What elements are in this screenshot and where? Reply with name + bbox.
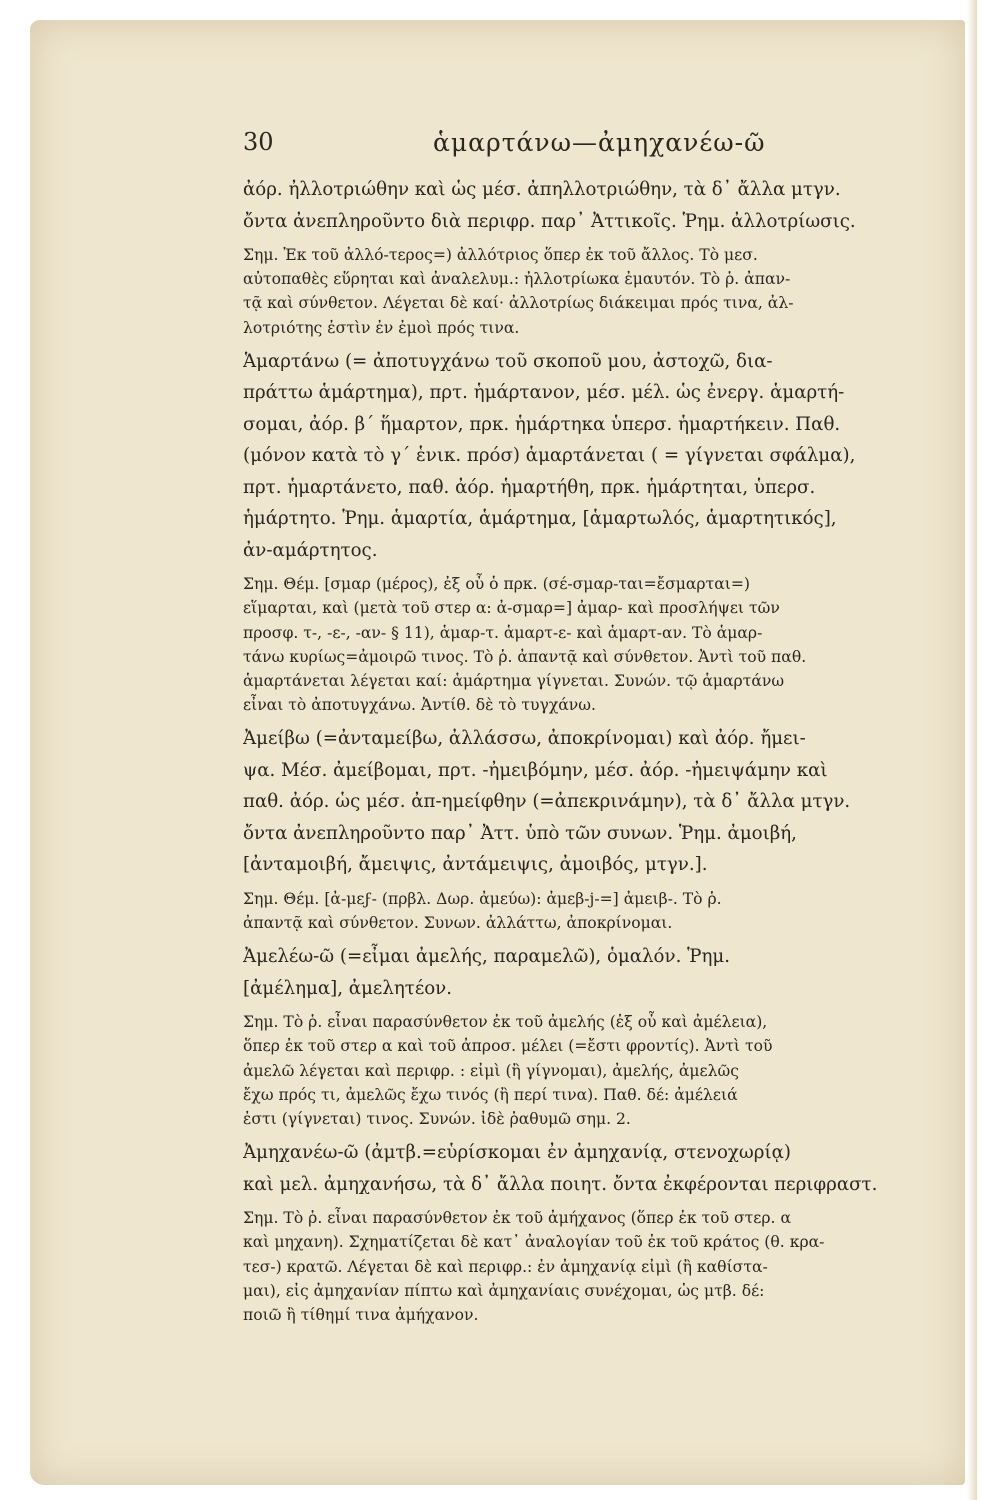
note-line: Σημ. Τὸ ῥ. εἶναι παρασύνθετον ἐκ τοῦ ἀμήχανος (ὅπερ ἐκ τοῦ στερ. α: [243, 1209, 791, 1228]
note-line: ἁμαρτάνεται λέγεται καί: ἁμάρτημα γίγνεται. Συνών. τῷ ἁμαρτάνω: [243, 672, 785, 690]
entry-line: Ἀμηχανέω-ῶ (ἀμτβ.=εὑρίσκομαι ἐν ἀμηχανίᾳ, στενοχωρίᾳ): [243, 1142, 791, 1164]
note-line: Σημ. Ἐκ τοῦ ἀλλό-τερος=) ἀλλότριος ὅπερ ἐκ τοῦ ἄλλος. Τὸ μεσ.: [243, 246, 758, 264]
entry-line: παθ. ἀόρ. ὡς μέσ. ἀπ-ημείφθην (=ἀπεκρινάμην), τὰ δ᾿ ἄλλα μτγν.: [243, 791, 851, 813]
entry-block: [243, 174, 955, 237]
dictionary-text: [243, 174, 955, 1327]
running-title: ἁμαρτάνω—ἀμηχανέω-ῶ: [433, 128, 766, 157]
note-line: ἀμελῶ λέγεται καὶ περιφρ. : εἰμὶ (ἢ γίγνομαι), ἀμελής, ἀμελῶς: [243, 1061, 739, 1080]
entry-line: καὶ μελ. ἀμηχανήσω, τὰ δ᾿ ἄλλα ποιητ. ὄντα ἐκφέρονται περιφραστ.: [243, 1173, 878, 1195]
note-line: αὐτοπαθὲς εὕρηται καὶ ἀναλελυμ.: ἠλλοτρίωκα ἐμαυτόν. Τὸ ῥ. ἀπαν-: [243, 270, 791, 289]
page-edge: [967, 0, 977, 1500]
entry-line: Ἀμελέω-ῶ (=εἶμαι ἀμελής, παραμελῶ), ὁμαλόν. Ῥημ.: [243, 946, 730, 968]
entry-line: ἀόρ. ἠλλοτριώθην καὶ ὡς μέσ. ἀπηλλοτριώθην, τὰ δ᾿ ἄλλα μτγν.: [243, 179, 841, 200]
page-header: [243, 128, 955, 168]
note-block: [243, 1206, 955, 1327]
entry-line: ὄντα ἀνεπληροῦντο διὰ περιφρ. παρ᾿ Ἀττικοῖς. Ῥημ. ἀλλοτρίωσις.: [243, 210, 856, 232]
entry-line: πρτ. ἡμαρτάνετο, παθ. ἀόρ. ἡμαρτήθη, πρκ. ἡμάρτηται, ὑπερσ.: [243, 476, 816, 498]
note-line: Σημ. Τὸ ῥ. εἶναι παρασύνθετον ἐκ τοῦ ἀμελής (ἐξ οὗ καὶ ἀμέλεια),: [243, 1013, 768, 1032]
entry-line: ἡμάρτητο. Ῥημ. ἁμαρτία, ἁμάρτημα, [ἁμαρτωλός, ἁμαρτητικός],: [243, 508, 837, 530]
entry-line: ἀν-αμάρτητος.: [243, 539, 378, 561]
note-line: Σημ. Θέμ. [ἀ-μεϝ- (πρβλ. Δωρ. ἀμεύω): ἀμεβ-j-=] ἀμειβ-. Τὸ ῥ.: [243, 889, 722, 908]
entry-block: [243, 1137, 955, 1200]
entry-block: [243, 723, 955, 881]
entry-line: [ἀνταμοιβή, ἄμειψις, ἀντάμειψις, ἀμοιβός, μτγν.].: [243, 854, 708, 876]
note-line: τεσ-) κρατῶ. Λέγεται δὲ καὶ περιφρ.: ἐν ἀμηχανίᾳ εἰμὶ (ἢ καθίστα-: [243, 1257, 768, 1276]
note-block: [243, 243, 955, 340]
note-line: ἐστι (γίγνεται) τινος. Συνών. ἰδὲ ῥαθυμῶ σημ. 2.: [243, 1110, 631, 1128]
entry-line: (μόνον κατὰ τὸ γ΄ ἑνικ. πρόσ) ἁμαρτάνεται ( = γίγνεται σφάλμα),: [243, 445, 856, 467]
note-line: τᾷ καὶ σύνθετον. Λέγεται δὲ καί· ἀλλοτρίως διάκειμαι πρός τινα, ἀλ-: [243, 294, 794, 313]
entry-line: ψα. Μέσ. ἀμείβομαι, πρτ. -ἠμειβόμην, μέσ. ἀόρ. -ἠμειψάμην καὶ: [243, 759, 828, 781]
note-block: [243, 1010, 955, 1131]
note-line: ὅπερ ἐκ τοῦ στερ α καὶ τοῦ ἀπροσ. μέλει (=ἔστι φροντίς). Ἀντὶ τοῦ: [243, 1037, 773, 1056]
note-line: μαι), εἰς ἀμηχανίαν πίπτω καὶ ἀμηχανίαις συνέχομαι, ὡς μτβ. δέ:: [243, 1281, 765, 1300]
note-line: τάνω κυρίως=ἀμοιρῶ τινος. Τὸ ῥ. ἀπαντᾷ καὶ σύνθετον. Ἀντὶ τοῦ παθ.: [243, 647, 807, 666]
note-line: εἵμαρται, καὶ (μετὰ τοῦ στερ α: ἀ-σμαρ=] ἀμαρ- καὶ προσλήψει τῶν: [243, 599, 780, 618]
entry-line: ὄντα ἀνεπληροῦντο παρ᾿ Ἀττ. ὑπὸ τῶν συνων. Ῥημ. ἀμοιβή,: [243, 822, 797, 844]
entry-line: πράττω ἁμάρτημα), πρτ. ἡμάρτανον, μέσ. μέλ. ὡς ἐνεργ. ἁμαρτή-: [243, 382, 845, 404]
note-line: ποιῶ ἢ τίθημί τινα ἀμήχανον.: [243, 1305, 479, 1324]
note-line: λοτριότης ἐστὶν ἐν ἐμοὶ πρός τινα.: [243, 318, 520, 337]
note-block: [243, 887, 955, 935]
note-line: προσφ. τ-, -ε-, -αν- § 11), ἁμαρ-τ. ἁμαρτ-ε- καὶ ἁμαρτ-αν. Τὸ ἁμαρ-: [243, 623, 763, 642]
page-number: 30: [243, 128, 274, 156]
note-line: καὶ μηχανη). Σχηματίζεται δὲ κατ᾿ ἀναλογίαν τοῦ ἐκ τοῦ κράτος (θ. κρα-: [243, 1233, 825, 1252]
entry-line: σομαι, ἀόρ. β΄ ἥμαρτον, πρκ. ἡμάρτηκα ὑπερσ. ἡμαρτήκειν. Παθ.: [243, 413, 841, 435]
note-block: [243, 572, 955, 717]
page-content: [243, 128, 955, 1327]
note-line: Σημ. Θέμ. [σμαρ (μέρος), ἐξ οὗ ὁ πρκ. (σέ-σμαρ-ται=ἔσμαρται=): [243, 575, 751, 594]
note-line: ἀπαντᾷ καὶ σύνθετον. Συνων. ἀλλάττω, ἀποκρίνομαι.: [243, 914, 673, 933]
entry-block: [243, 346, 955, 567]
entry-line: Ἀμείβω (=ἀνταμείβω, ἀλλάσσω, ἀποκρίνομαι) καὶ ἀόρ. ἤμει-: [243, 728, 806, 750]
note-line: ἔχω πρός τι, ἀμελῶς ἔχω τινός (ἢ περί τινα). Παθ. δέ: ἀμέλειά: [243, 1085, 738, 1104]
entry-line: Ἁμαρτάνω (= ἀποτυγχάνω τοῦ σκοποῦ μου, ἀστοχῶ, δια-: [243, 350, 773, 372]
entry-line: [ἀμέλημα], ἀμελητέον.: [243, 977, 453, 999]
entry-block: [243, 941, 955, 1004]
note-line: εἶναι τὸ ἀποτυγχάνω. Ἀντίθ. δὲ τὸ τυγχάνω.: [243, 696, 596, 715]
